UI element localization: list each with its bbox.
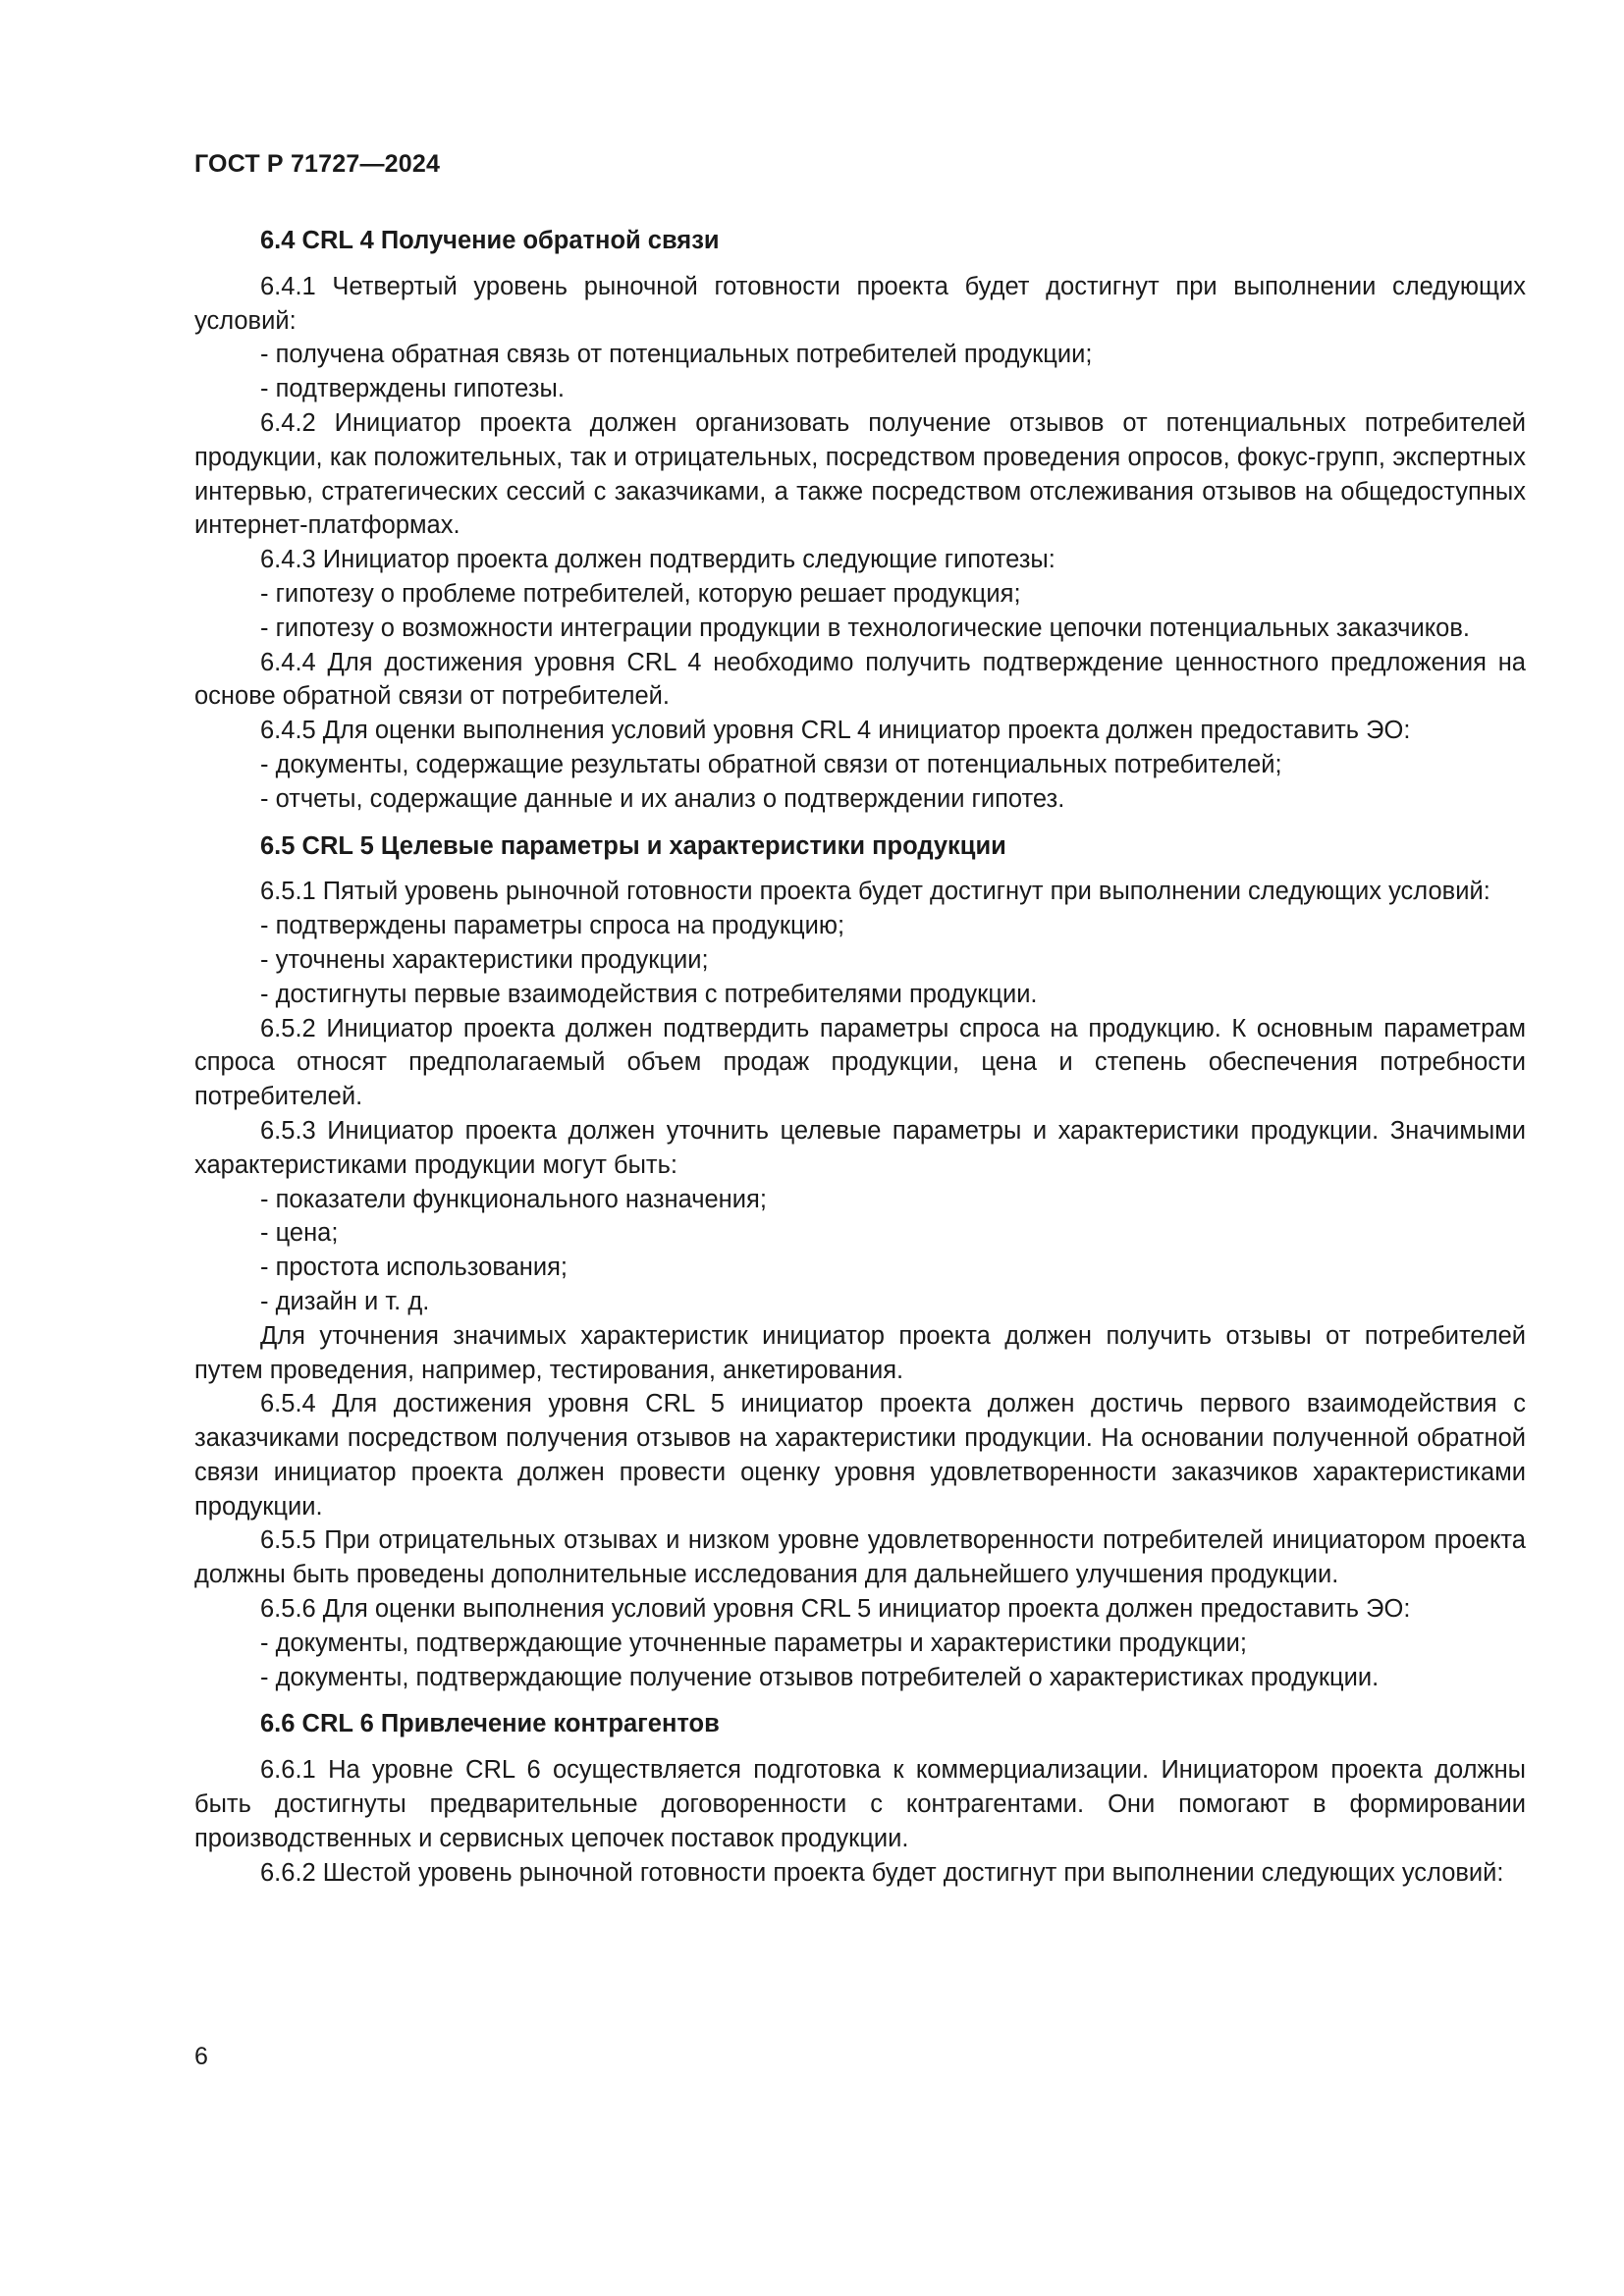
section-heading: 6.5 CRL 5 Целевые параметры и характеристики продукции <box>260 831 1006 860</box>
list-item: - документы, подтверждающие уточненные параметры и характеристики продукции; <box>260 1629 1247 1657</box>
paragraph: 6.5.5 При отрицательных отзывах и низком уровне удовлетворенности потребителей инициатором проекта должны быть проведены дополнительные исследования для дальнейшего улучшения продукции. <box>194 1526 1526 1589</box>
list-item: - простота использования; <box>260 1254 568 1282</box>
document-body <box>194 224 1526 1890</box>
list-item: - отчеты, содержащие данные и их анализ о подтверждении гипотез. <box>260 784 1065 813</box>
list-item: - гипотезу о возможности интеграции продукции в технологические цепочки потенциальных заказчиков. <box>260 614 1470 642</box>
list-item: - достигнуты первые взаимодействия с потребителями продукции. <box>260 980 1038 1008</box>
list-item: - гипотезу о проблеме потребителей, которую решает продукция; <box>260 579 1021 608</box>
list-item: - документы, подтверждающие получение отзывов потребителей о характеристиках продукции. <box>260 1663 1380 1691</box>
paragraph: 6.4.3 Инициатор проекта должен подтвердить следующие гипотезы: <box>260 546 1056 574</box>
list-item: - цена; <box>260 1219 339 1248</box>
paragraph: 6.5.3 Инициатор проекта должен уточнить целевые параметры и характеристики продукции. Значимыми характеристиками продукции могут быть: <box>194 1116 1526 1179</box>
paragraph: 6.6.1 На уровне CRL 6 осуществляется подготовка к коммерциализации. Инициатором проекта должны быть достигнуты предварительные договоренности с контрагентами. Они помогают в формировании производственных и сервисных цепочек поставок продукции. <box>194 1756 1526 1852</box>
paragraph: 6.5.6 Для оценки выполнения условий уровня CRL 5 инициатор проекта должен предоставить ЭО: <box>260 1595 1411 1624</box>
list-item: - уточнены характеристики продукции; <box>260 945 709 974</box>
paragraph: 6.5.1 Пятый уровень рыночной готовности проекта будет достигнут при выполнении следующих условий: <box>260 878 1490 906</box>
page-number: 6 <box>194 2043 208 2070</box>
paragraph: 6.5.2 Инициатор проекта должен подтвердить параметры спроса на продукцию. К основным параметрам спроса относят предполагаемый объем продаж продукции, цена и степень обеспечения потребности потребителей. <box>194 1014 1526 1111</box>
paragraph: 6.4.4 Для достижения уровня CRL 4 необходимо получить подтверждение ценностного предложения на основе обратной связи от потребителей. <box>194 648 1526 711</box>
list-item: - подтверждены параметры спроса на продукцию; <box>260 912 845 940</box>
list-item: - документы, содержащие результаты обратной связи от потенциальных потребителей; <box>260 750 1282 778</box>
section-heading: 6.4 CRL 4 Получение обратной связи <box>260 227 720 254</box>
paragraph: 6.5.4 Для достижения уровня CRL 5 инициатор проекта должен достичь первого взаимодействия с заказчиками посредством получения отзывов на характеристики продукции. На основании полученной обратной связи инициатор проекта должен провести оценку уровня удовлетворенности заказчиков характеристиками продукции. <box>194 1390 1526 1521</box>
section-heading: 6.6 CRL 6 Привлечение контрагентов <box>260 1710 720 1738</box>
paragraph: 6.4.2 Инициатор проекта должен организовать получение отзывов от потенциальных потребителей продукции, как положительных, так и отрицательных, посредством проведения опросов, фокус-групп, экспертных интервью, стратегических сессий с заказчиками, а также посредством отслеживания отзывов на общедоступных интернет-платформах. <box>194 408 1526 540</box>
document-header: ГОСТ Р 71727—2024 <box>194 150 441 178</box>
paragraph: 6.6.2 Шестой уровень рыночной готовности проекта будет достигнут при выполнении следующих условий: <box>260 1858 1504 1887</box>
list-item: - показатели функционального назначения; <box>260 1185 767 1213</box>
list-item: - получена обратная связь от потенциальных потребителей продукции; <box>260 341 1093 369</box>
list-item: - дизайн и т. д. <box>260 1287 430 1315</box>
paragraph: 6.4.1 Четвертый уровень рыночной готовности проекта будет достигнут при выполнении следующих условий: <box>194 272 1526 335</box>
paragraph: Для уточнения значимых характеристик инициатор проекта должен получить отзывы от потребителей путем проведения, например, тестирования, анкетирования. <box>194 1321 1526 1384</box>
paragraph: 6.4.5 Для оценки выполнения условий уровня CRL 4 инициатор проекта должен предоставить ЭО: <box>260 717 1411 745</box>
list-item: - подтверждены гипотезы. <box>260 375 565 403</box>
